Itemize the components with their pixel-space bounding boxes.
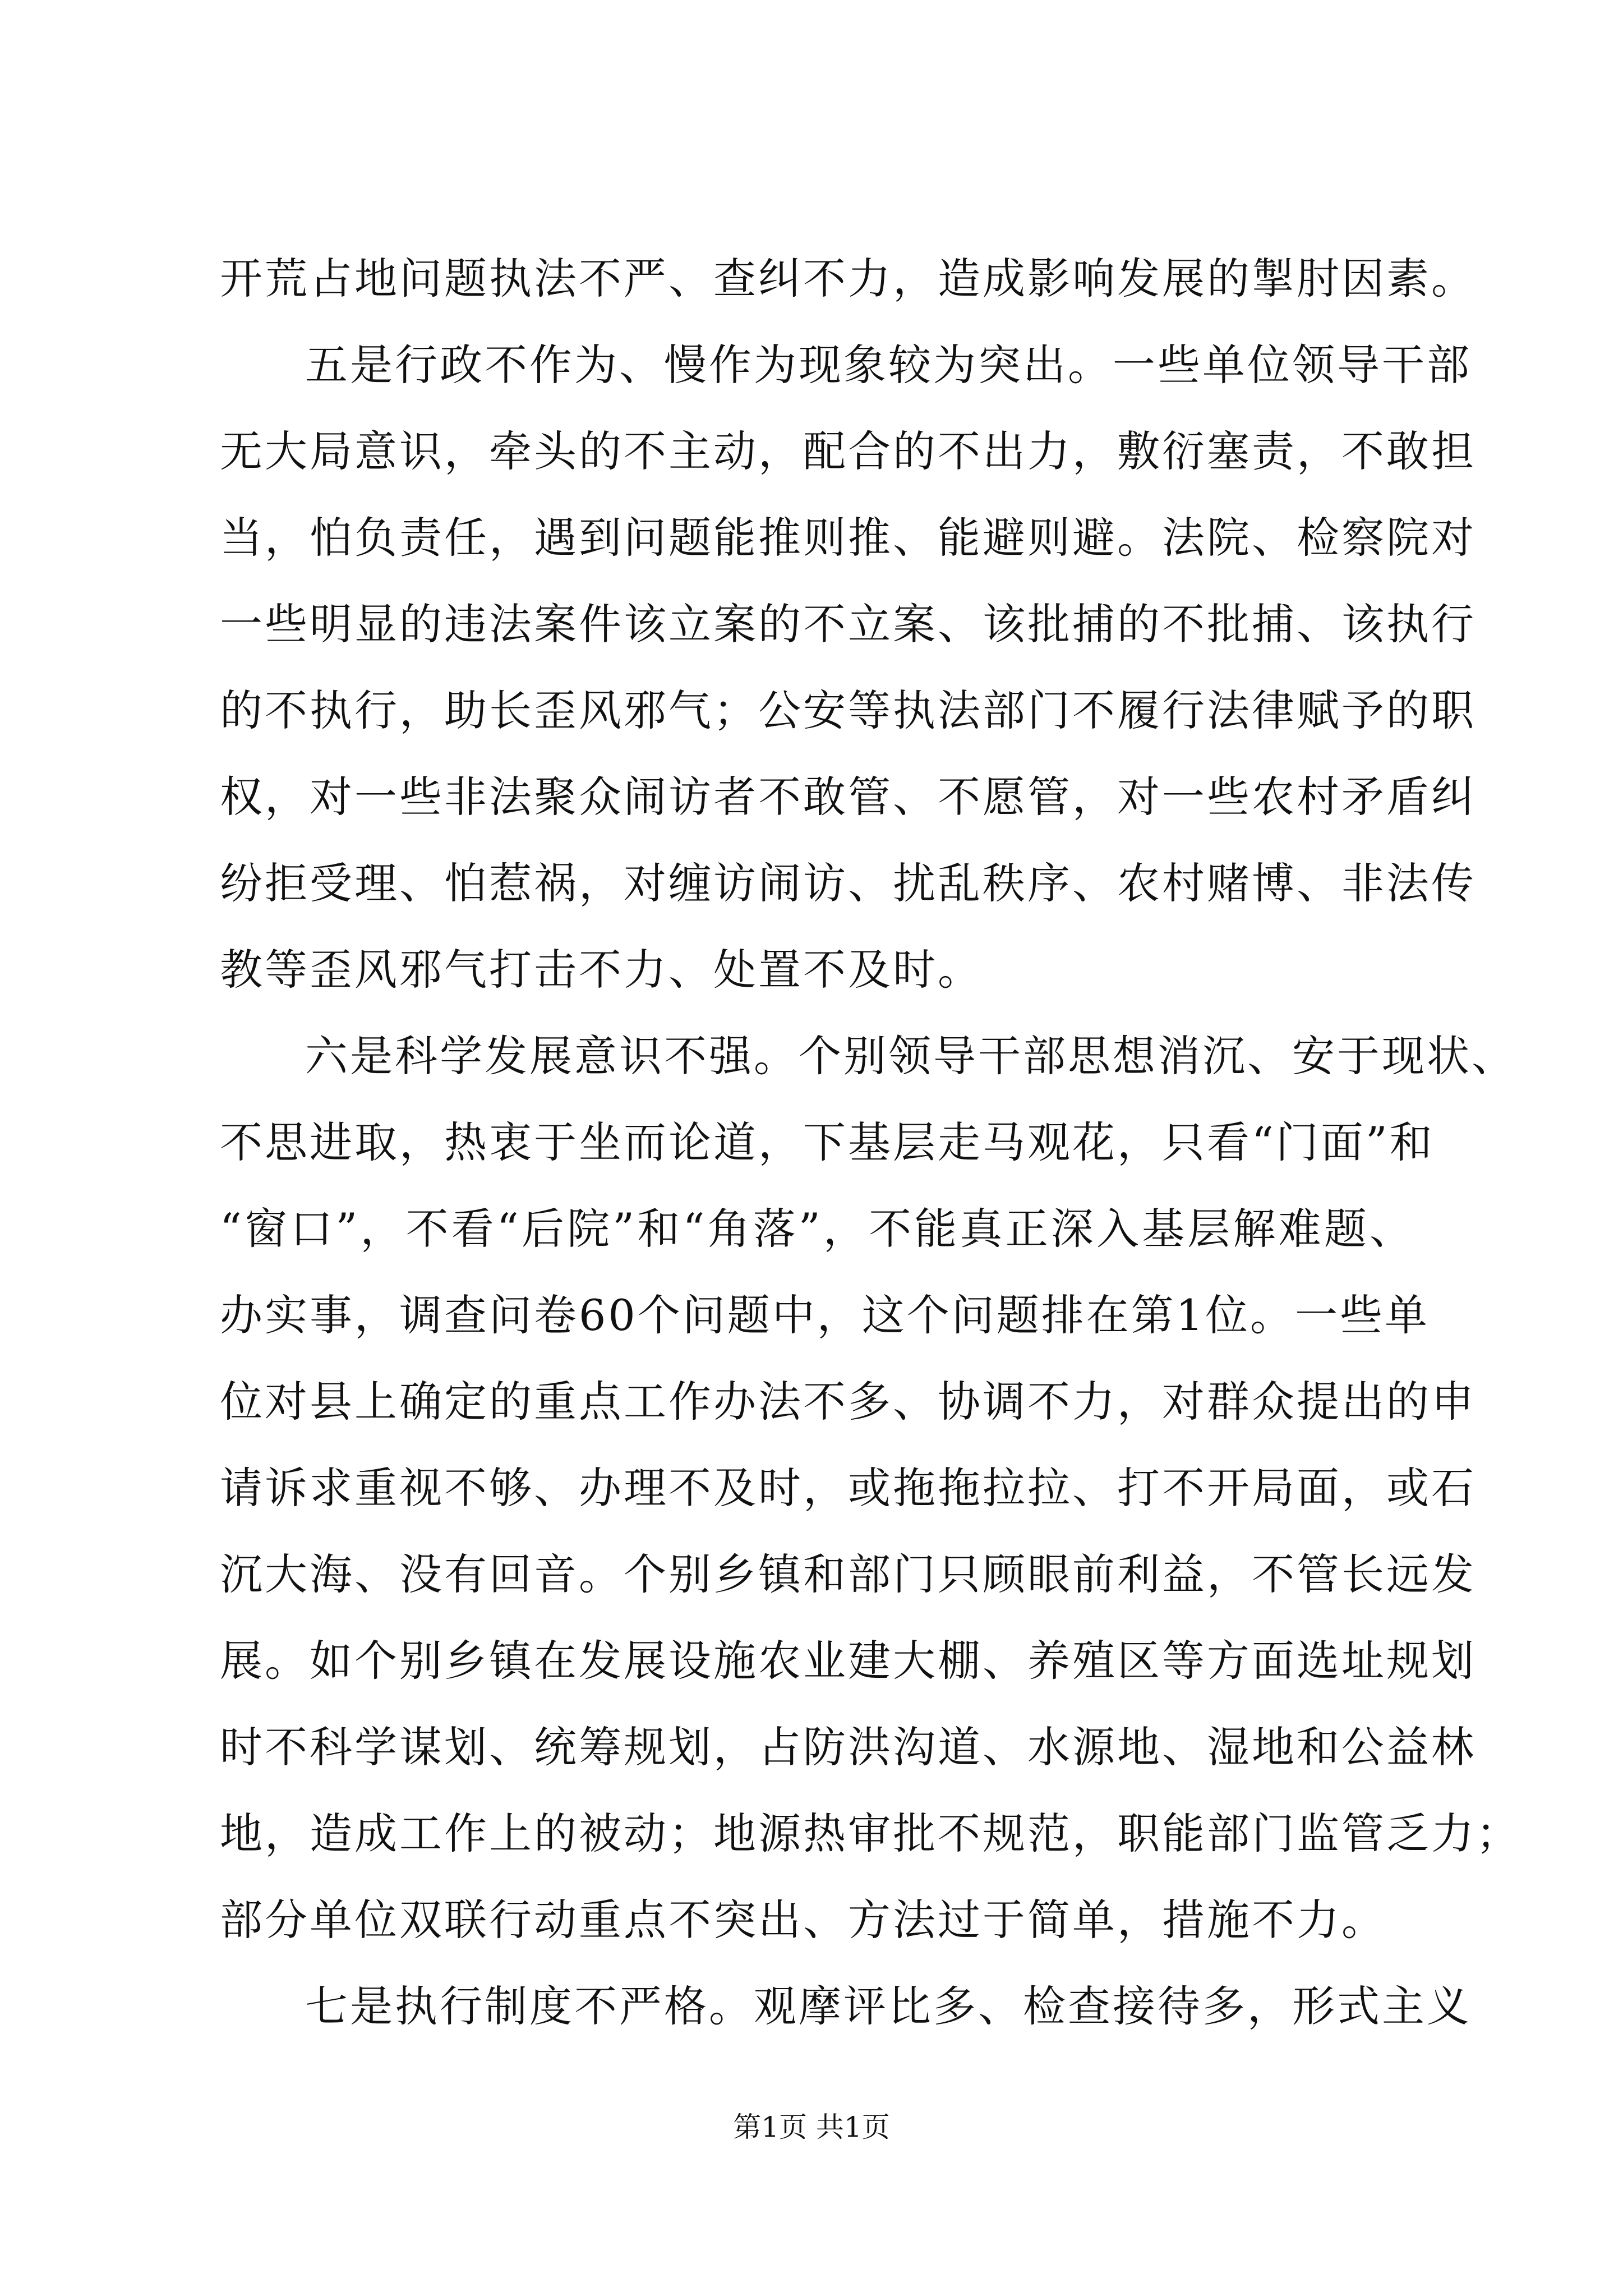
document-body xyxy=(220,236,1521,2050)
text-line: 纷拒受理、怕惹祸，对缠访闹访、扰乱秩序、农村赌博、非法传 xyxy=(220,858,1476,908)
text-line: 当，怕负责任，遇到问题能推则推、能避则避。法院、检察院对 xyxy=(220,513,1476,563)
text-line: 权，对一些非法聚众闹访者不敢管、不愿管，对一些农村矛盾纠 xyxy=(220,772,1476,822)
text-line: 一些明显的违法案件该立案的不立案、该批捕的不批捕、该执行 xyxy=(220,599,1476,649)
paragraph-five-start: 五是行政不作为、慢作为现象较为突出。一些单位领导干部 xyxy=(305,340,1472,390)
text-line: 地，造成工作上的被动；地源热审批不规范，职能部门监管乏力； xyxy=(220,1809,1521,1858)
text-line: 时不科学谋划、统筹规划，占防洪沟道、水源地、湿地和公益林 xyxy=(220,1722,1476,1772)
text-line: 请诉求重视不够、办理不及时，或拖拖拉拉、打不开局面，或石 xyxy=(220,1463,1476,1513)
paragraph-seven-start: 七是执行制度不严格。观摩评比多、检查接待多，形式主义 xyxy=(305,1981,1472,2031)
text-line: 开荒占地问题执法不严、查纠不力，造成影响发展的掣肘因素。 xyxy=(220,254,1476,303)
text-line: 教等歪风邪气打击不力、处置不及时。 xyxy=(220,945,983,995)
page-footer: 第1页 共1页 xyxy=(733,2111,890,2143)
text-line: 展。如个别乡镇在发展设施农业建大棚、养殖区等方面选址规划 xyxy=(220,1636,1476,1686)
text-line: 无大局意识，牵头的不主动，配合的不出力，敷衍塞责，不敢担 xyxy=(220,426,1476,476)
text-line: 办实事，调查问卷60个问题中，这个问题排在第1位。一些单 xyxy=(220,1290,1430,1340)
text-line: 部分单位双联行动重点不突出、方法过于简单，措施不力。 xyxy=(220,1895,1386,1945)
text-line: 沉大海、没有回音。个别乡镇和部门只顾眼前利益，不管长远发 xyxy=(220,1549,1476,1599)
text-line: 位对县上确定的重点工作办法不多、协调不力，对群众提出的申 xyxy=(220,1377,1476,1427)
paragraph-six-start: 六是科学发展意识不强。个别领导干部思想消沉、安于现状、 xyxy=(305,1031,1516,1081)
text-line: “窗口”，不看“后院”和“角落”，不能真正深入基层解难题、 xyxy=(220,1204,1414,1254)
text-line: 的不执行，助长歪风邪气；公安等执法部门不履行法律赋予的职 xyxy=(220,685,1476,735)
text-line: 不思进取，热衷于坐而论道，下基层走马观花，只看“门面”和 xyxy=(220,1117,1435,1167)
